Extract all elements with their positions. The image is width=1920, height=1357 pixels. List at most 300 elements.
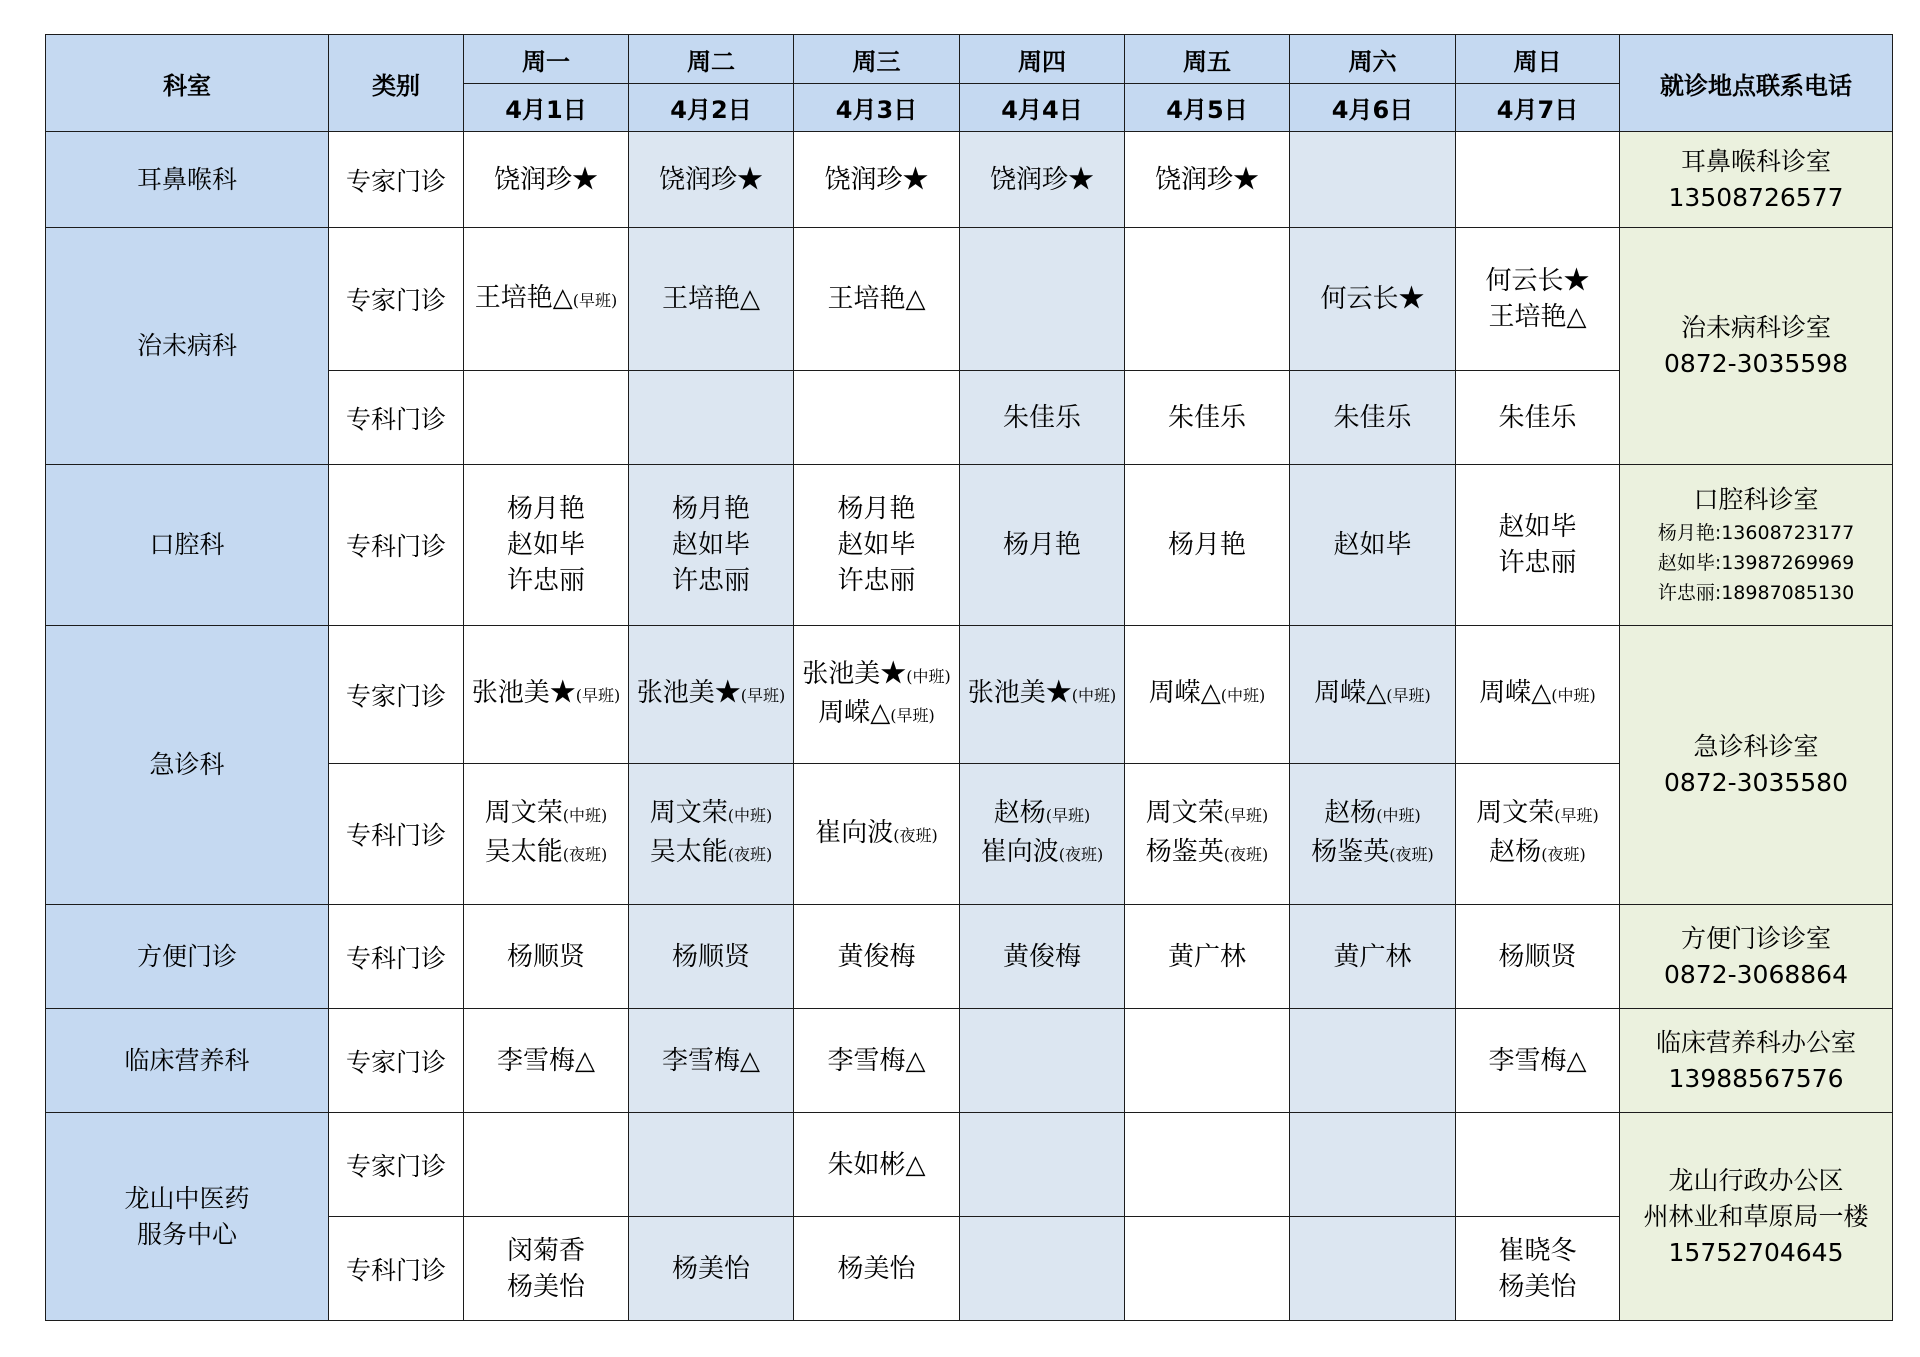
shift-note: (中班) bbox=[1071, 686, 1117, 705]
doctor-name: 周文荣 bbox=[1145, 798, 1224, 828]
schedule-cell bbox=[794, 905, 960, 1009]
doctor-name: 赵如毕 bbox=[671, 530, 750, 560]
doctor-entry bbox=[1456, 834, 1619, 873]
schedule-cell bbox=[1456, 371, 1620, 465]
contact-line: 0872-3068864 bbox=[1664, 959, 1848, 989]
shift-note: (早班) bbox=[1386, 686, 1431, 705]
doctor-entry bbox=[1290, 281, 1455, 317]
schedule-cell bbox=[1290, 1217, 1456, 1321]
contact-line: 急诊科诊室 bbox=[1693, 732, 1819, 761]
doctor-name: 王培艳△ bbox=[474, 282, 573, 313]
shift-note: (早班) bbox=[740, 686, 786, 705]
doctor-name: 张池美★ bbox=[967, 678, 1072, 708]
department-name: 服务中心 bbox=[136, 1219, 237, 1249]
header-date: 4月7日 bbox=[1456, 84, 1620, 132]
doctor-name: 张池美★ bbox=[802, 658, 907, 689]
category-cell: 专科门诊 bbox=[329, 1217, 464, 1321]
doctor-entry bbox=[1456, 1233, 1619, 1269]
schedule-cell bbox=[1456, 905, 1620, 1009]
doctor-entry bbox=[794, 162, 959, 198]
doctor-name: 杨顺贤 bbox=[671, 941, 750, 972]
schedule-cell bbox=[794, 371, 960, 465]
doctor-entry bbox=[1456, 263, 1619, 299]
doctor-name: 朱佳乐 bbox=[1498, 402, 1577, 433]
department-cell bbox=[46, 905, 329, 1009]
doctor-entry bbox=[629, 1043, 793, 1079]
schedule-cell bbox=[464, 1217, 629, 1321]
schedule-cell bbox=[794, 132, 960, 228]
category-cell: 专科门诊 bbox=[329, 465, 464, 626]
doctor-name: 饶润珍★ bbox=[493, 164, 598, 195]
header-date: 4月1日 bbox=[464, 84, 629, 132]
contact-line: 龙山行政办公区 bbox=[1668, 1165, 1844, 1195]
doctor-entry bbox=[629, 281, 793, 317]
schedule-cell bbox=[629, 228, 794, 371]
doctor-entry bbox=[629, 795, 793, 834]
doctor-name: 杨顺贤 bbox=[1498, 941, 1577, 972]
doctor-name: 李雪梅△ bbox=[662, 1045, 760, 1076]
doctor-entry bbox=[960, 527, 1124, 563]
doctor-entry bbox=[1456, 545, 1619, 581]
schedule-cell bbox=[960, 1113, 1125, 1217]
schedule-cell bbox=[1125, 1009, 1290, 1113]
doctor-entry bbox=[464, 795, 628, 834]
header-weekday: 周六 bbox=[1290, 35, 1456, 84]
schedule-cell bbox=[1125, 132, 1290, 228]
doctor-name: 李雪梅△ bbox=[827, 1045, 926, 1076]
category-cell: 专科门诊 bbox=[329, 371, 464, 465]
schedule-cell bbox=[1125, 371, 1290, 465]
header-weekday: 周三 bbox=[794, 35, 960, 84]
schedule-cell bbox=[794, 1217, 960, 1321]
contact-cell bbox=[1620, 465, 1893, 626]
doctor-entry bbox=[1125, 527, 1289, 563]
doctor-entry bbox=[629, 162, 793, 198]
schedule-cell bbox=[794, 626, 960, 764]
shift-note: (夜班) bbox=[1541, 845, 1586, 864]
doctor-entry bbox=[464, 491, 628, 527]
shift-note: (夜班) bbox=[562, 845, 608, 864]
doctor-name: 许忠丽 bbox=[1498, 548, 1577, 578]
schedule-cell bbox=[960, 905, 1125, 1009]
schedule-cell bbox=[1125, 228, 1290, 371]
schedule-row bbox=[46, 1009, 1893, 1113]
doctor-name: 吴太能 bbox=[484, 837, 563, 867]
doctor-entry bbox=[960, 939, 1124, 975]
doctor-entry bbox=[629, 527, 793, 563]
doctor-name: 赵如毕 bbox=[506, 530, 585, 560]
doctor-entry bbox=[464, 1233, 628, 1269]
department-name: 临床营养科 bbox=[124, 1045, 250, 1075]
schedule-cell bbox=[464, 228, 629, 371]
doctor-name: 赵杨 bbox=[1324, 798, 1377, 828]
schedule-cell bbox=[1456, 228, 1620, 371]
doctor-name: 黄俊梅 bbox=[1002, 941, 1081, 972]
doctor-entry bbox=[960, 400, 1124, 436]
doctor-entry bbox=[794, 695, 959, 734]
doctor-name: 李雪梅△ bbox=[497, 1045, 595, 1076]
doctor-entry bbox=[794, 491, 959, 527]
doctor-name: 杨美怡 bbox=[837, 1253, 916, 1284]
schedule-cell bbox=[960, 1217, 1125, 1321]
schedule-cell bbox=[629, 465, 794, 626]
schedule-cell bbox=[629, 1113, 794, 1217]
department-name: 口腔科 bbox=[149, 530, 225, 559]
doctor-entry bbox=[960, 795, 1124, 834]
doctor-name: 王培艳△ bbox=[827, 284, 926, 314]
doctor-name: 赵如毕 bbox=[837, 530, 916, 560]
department-cell bbox=[46, 1113, 329, 1321]
doctor-entry bbox=[1290, 795, 1455, 834]
shift-note: (早班) bbox=[1045, 806, 1091, 825]
doctor-entry bbox=[1456, 509, 1619, 545]
shift-note: (早班) bbox=[572, 290, 618, 310]
schedule-cell bbox=[464, 626, 629, 764]
doctor-name: 何云长★ bbox=[1485, 266, 1590, 296]
contact-cell bbox=[1620, 1113, 1893, 1321]
header-category: 类别 bbox=[329, 35, 464, 132]
doctor-name: 张池美★ bbox=[636, 678, 741, 708]
contact-line: 0872-3035580 bbox=[1664, 768, 1848, 797]
doctor-entry bbox=[464, 563, 628, 599]
schedule-cell bbox=[464, 1113, 629, 1217]
doctor-name: 朱佳乐 bbox=[1333, 402, 1412, 433]
schedule-cell bbox=[1290, 132, 1456, 228]
doctor-entry bbox=[1290, 675, 1455, 714]
schedule-cell bbox=[960, 764, 1125, 905]
schedule-cell bbox=[1290, 465, 1456, 626]
doctor-entry bbox=[464, 280, 628, 319]
doctor-name: 李雪梅△ bbox=[1488, 1045, 1587, 1076]
schedule-row bbox=[46, 228, 1893, 371]
schedule-row bbox=[46, 905, 1893, 1009]
schedule-cell bbox=[794, 1113, 960, 1217]
header-weekday: 周四 bbox=[960, 35, 1125, 84]
schedule-cell bbox=[1456, 1217, 1620, 1321]
department-cell bbox=[46, 465, 329, 626]
doctor-entry bbox=[794, 281, 959, 317]
contact-staff-phone: 许忠丽:18987085130 bbox=[1657, 582, 1855, 604]
doctor-name: 杨月艳 bbox=[837, 494, 916, 524]
doctor-name: 周嵘△ bbox=[1148, 678, 1221, 708]
department-name: 治未病科 bbox=[136, 331, 237, 360]
doctor-name: 周文荣 bbox=[1476, 798, 1555, 828]
header-row-weekdays bbox=[46, 35, 1893, 84]
header-weekday: 周五 bbox=[1125, 35, 1290, 84]
doctor-name: 赵杨 bbox=[993, 798, 1046, 828]
doctor-name: 饶润珍★ bbox=[989, 164, 1094, 195]
schedule-cell bbox=[1456, 132, 1620, 228]
schedule-cell bbox=[1290, 626, 1456, 764]
doctor-entry bbox=[1456, 675, 1619, 714]
doctor-entry bbox=[1125, 675, 1289, 714]
doctor-name: 朱佳乐 bbox=[1002, 402, 1081, 433]
contact-line: 口腔科诊室 bbox=[1693, 485, 1819, 514]
doctor-entry bbox=[1456, 1043, 1619, 1079]
doctor-entry bbox=[464, 527, 628, 563]
doctor-name: 黄俊梅 bbox=[837, 941, 916, 972]
doctor-name: 黄广林 bbox=[1333, 941, 1412, 972]
doctor-entry bbox=[464, 1043, 628, 1079]
schedule-cell bbox=[629, 1217, 794, 1321]
doctor-name: 杨顺贤 bbox=[506, 941, 585, 972]
contact-staff-phone: 杨月艳:13608723177 bbox=[1657, 522, 1855, 544]
schedule-cell bbox=[629, 132, 794, 228]
schedule-cell bbox=[1125, 1113, 1290, 1217]
shift-note: (夜班) bbox=[893, 825, 938, 845]
doctor-name: 许忠丽 bbox=[506, 566, 585, 596]
schedule-cell bbox=[1456, 465, 1620, 626]
schedule-cell bbox=[464, 465, 629, 626]
schedule-cell bbox=[960, 465, 1125, 626]
shift-note: (夜班) bbox=[727, 845, 773, 864]
doctor-name: 朱如彬△ bbox=[827, 1149, 926, 1180]
doctor-entry bbox=[629, 939, 793, 975]
doctor-entry bbox=[629, 675, 793, 714]
doctor-entry bbox=[1456, 795, 1619, 834]
doctor-name: 王培艳△ bbox=[1488, 302, 1587, 332]
schedule-cell bbox=[960, 626, 1125, 764]
doctor-entry bbox=[629, 491, 793, 527]
doctor-entry bbox=[464, 1269, 628, 1305]
doctor-name: 吴太能 bbox=[649, 837, 728, 867]
header-weekday: 周一 bbox=[464, 35, 629, 84]
department-name: 方便门诊 bbox=[136, 941, 237, 971]
doctor-name: 饶润珍★ bbox=[1154, 164, 1259, 195]
doctor-entry bbox=[464, 162, 628, 198]
doctor-entry bbox=[1456, 1269, 1619, 1305]
doctor-name: 杨美怡 bbox=[506, 1271, 585, 1302]
doctor-name: 赵如毕 bbox=[1498, 512, 1577, 542]
shift-note: (中班) bbox=[906, 666, 951, 686]
shift-note: (早班) bbox=[890, 705, 935, 725]
contact-cell bbox=[1620, 905, 1893, 1009]
doctor-entry bbox=[464, 834, 628, 873]
header-weekday: 周二 bbox=[629, 35, 794, 84]
doctor-entry bbox=[1290, 400, 1455, 436]
schedule-cell bbox=[629, 1009, 794, 1113]
doctor-name: 饶润珍★ bbox=[824, 164, 929, 195]
doctor-entry bbox=[1456, 299, 1619, 335]
schedule-cell bbox=[1125, 465, 1290, 626]
category-cell: 专家门诊 bbox=[329, 228, 464, 371]
doctor-entry bbox=[794, 563, 959, 599]
schedule-cell bbox=[1290, 1009, 1456, 1113]
schedule-cell bbox=[629, 764, 794, 905]
doctor-entry bbox=[1125, 795, 1289, 834]
contact-line: 13508726577 bbox=[1668, 182, 1844, 212]
schedule-row bbox=[46, 626, 1893, 764]
doctor-name: 杨月艳 bbox=[1167, 530, 1246, 560]
schedule-cell bbox=[1290, 764, 1456, 905]
doctor-entry bbox=[794, 1043, 959, 1079]
schedule-cell bbox=[464, 132, 629, 228]
shift-note: (中班) bbox=[727, 806, 773, 825]
schedule-cell bbox=[464, 1009, 629, 1113]
doctor-entry bbox=[794, 527, 959, 563]
schedule-cell bbox=[629, 371, 794, 465]
doctor-name: 崔向波 bbox=[815, 817, 894, 848]
schedule-cell bbox=[1125, 905, 1290, 1009]
doctor-entry bbox=[1290, 834, 1455, 873]
contact-cell bbox=[1620, 132, 1893, 228]
header-date: 4月2日 bbox=[629, 84, 794, 132]
doctor-entry bbox=[1456, 400, 1619, 436]
doctor-entry bbox=[794, 1147, 959, 1183]
contact-line: 0872-3035598 bbox=[1664, 349, 1848, 378]
doctor-entry bbox=[794, 939, 959, 975]
doctor-name: 赵杨 bbox=[1489, 837, 1542, 867]
doctor-entry bbox=[794, 815, 959, 854]
category-cell: 专科门诊 bbox=[329, 764, 464, 905]
doctor-entry bbox=[960, 834, 1124, 873]
schedule-cell bbox=[1125, 1217, 1290, 1321]
schedule-row bbox=[46, 132, 1893, 228]
shift-note: (中班) bbox=[562, 806, 608, 825]
contact-line: 临床营养科办公室 bbox=[1655, 1027, 1856, 1057]
category-cell: 专家门诊 bbox=[329, 1009, 464, 1113]
schedule-cell bbox=[464, 905, 629, 1009]
shift-note: (早班) bbox=[1554, 806, 1599, 825]
doctor-entry bbox=[1125, 162, 1289, 198]
schedule-cell bbox=[960, 228, 1125, 371]
department-name: 急诊科 bbox=[149, 750, 225, 779]
category-cell: 专家门诊 bbox=[329, 626, 464, 764]
doctor-name: 杨美怡 bbox=[1498, 1271, 1577, 1302]
doctor-name: 张池美★ bbox=[471, 678, 576, 708]
doctor-entry bbox=[1125, 834, 1289, 873]
schedule-cell bbox=[1290, 905, 1456, 1009]
doctor-name: 饶润珍★ bbox=[658, 164, 763, 195]
category-cell: 专家门诊 bbox=[329, 132, 464, 228]
schedule-cell bbox=[1125, 626, 1290, 764]
doctor-name: 许忠丽 bbox=[837, 566, 916, 596]
header-date: 4月5日 bbox=[1125, 84, 1290, 132]
doctor-entry bbox=[794, 1251, 959, 1287]
header-contact: 就诊地点联系电话 bbox=[1620, 35, 1893, 132]
doctor-name: 周文荣 bbox=[484, 798, 563, 828]
doctor-name: 王培艳△ bbox=[662, 284, 760, 314]
schedule-cell bbox=[629, 626, 794, 764]
doctor-entry bbox=[629, 1251, 793, 1287]
department-cell bbox=[46, 1009, 329, 1113]
department-name: 龙山中医药 bbox=[124, 1183, 250, 1213]
doctor-name: 朱佳乐 bbox=[1167, 402, 1246, 433]
doctor-entry bbox=[464, 939, 628, 975]
doctor-entry bbox=[1125, 939, 1289, 975]
doctor-name: 赵如毕 bbox=[1333, 530, 1412, 560]
contact-line: 方便门诊诊室 bbox=[1680, 923, 1831, 953]
schedule-cell bbox=[1125, 764, 1290, 905]
doctor-name: 崔向波 bbox=[980, 837, 1059, 867]
schedule-cell bbox=[1456, 764, 1620, 905]
shift-note: (夜班) bbox=[1389, 845, 1434, 864]
header-weekday: 周日 bbox=[1456, 35, 1620, 84]
shift-note: (夜班) bbox=[1058, 845, 1104, 864]
schedule-table bbox=[45, 34, 1893, 1321]
doctor-name: 黄广林 bbox=[1167, 941, 1246, 972]
department-name: 耳鼻喉科 bbox=[136, 164, 237, 194]
schedule-cell bbox=[960, 1009, 1125, 1113]
contact-line: 15752704645 bbox=[1668, 1237, 1844, 1267]
doctor-name: 杨美怡 bbox=[671, 1253, 750, 1284]
doctor-name: 杨月艳 bbox=[671, 494, 750, 524]
schedule-cell bbox=[1290, 1113, 1456, 1217]
header-department: 科室 bbox=[46, 35, 329, 132]
doctor-name: 周文荣 bbox=[649, 798, 728, 828]
doctor-entry bbox=[1456, 939, 1619, 975]
shift-note: (中班) bbox=[1220, 686, 1266, 705]
doctor-entry bbox=[1125, 400, 1289, 436]
schedule-cell bbox=[1456, 1113, 1620, 1217]
schedule-cell bbox=[1456, 626, 1620, 764]
doctor-entry bbox=[1290, 527, 1455, 563]
category-cell: 专科门诊 bbox=[329, 905, 464, 1009]
schedule-cell bbox=[960, 132, 1125, 228]
contact-line: 州林业和草原局一楼 bbox=[1643, 1201, 1869, 1231]
schedule-row bbox=[46, 465, 1893, 626]
doctor-entry bbox=[629, 563, 793, 599]
schedule-cell bbox=[1290, 371, 1456, 465]
header-date: 4月3日 bbox=[794, 84, 960, 132]
header-date: 4月6日 bbox=[1290, 84, 1456, 132]
contact-cell bbox=[1620, 1009, 1893, 1113]
schedule-cell bbox=[794, 228, 960, 371]
shift-note: (早班) bbox=[575, 686, 621, 705]
doctor-name: 崔晓冬 bbox=[1498, 1235, 1577, 1266]
shift-note: (中班) bbox=[1376, 806, 1421, 825]
schedule-cell bbox=[794, 1009, 960, 1113]
doctor-entry bbox=[629, 834, 793, 873]
doctor-name: 周嵘△ bbox=[1479, 678, 1552, 708]
doctor-name: 杨鉴英 bbox=[1145, 837, 1224, 867]
schedule-cell bbox=[464, 764, 629, 905]
doctor-name: 许忠丽 bbox=[671, 566, 750, 596]
schedule-header bbox=[46, 35, 1893, 132]
schedule-cell bbox=[464, 371, 629, 465]
doctor-name: 闵菊香 bbox=[506, 1235, 585, 1266]
doctor-entry bbox=[960, 162, 1124, 198]
header-date: 4月4日 bbox=[960, 84, 1125, 132]
schedule-body bbox=[46, 132, 1893, 1321]
doctor-name: 周嵘△ bbox=[1314, 678, 1387, 708]
contact-line: 耳鼻喉科诊室 bbox=[1680, 146, 1831, 176]
contact-staff-phone: 赵如毕:13987269969 bbox=[1657, 552, 1855, 574]
shift-note: (早班) bbox=[1223, 806, 1269, 825]
shift-note: (夜班) bbox=[1223, 845, 1269, 864]
doctor-name: 杨月艳 bbox=[506, 494, 585, 524]
contact-cell bbox=[1620, 626, 1893, 905]
category-cell: 专家门诊 bbox=[329, 1113, 464, 1217]
doctor-name: 何云长★ bbox=[1320, 284, 1425, 314]
doctor-entry bbox=[960, 675, 1124, 714]
schedule-cell bbox=[1290, 228, 1456, 371]
schedule-row bbox=[46, 1113, 1893, 1217]
doctor-name: 杨鉴英 bbox=[1311, 837, 1390, 867]
department-cell bbox=[46, 132, 329, 228]
contact-line: 治未病科诊室 bbox=[1680, 313, 1831, 342]
schedule-cell bbox=[629, 905, 794, 1009]
department-cell bbox=[46, 228, 329, 465]
department-cell bbox=[46, 626, 329, 905]
shift-note: (中班) bbox=[1551, 686, 1596, 705]
doctor-entry bbox=[1290, 939, 1455, 975]
doctor-name: 周嵘△ bbox=[818, 697, 891, 728]
contact-line: 13988567576 bbox=[1668, 1063, 1844, 1093]
doctor-entry bbox=[794, 656, 959, 695]
schedule-cell bbox=[960, 371, 1125, 465]
schedule-cell bbox=[794, 764, 960, 905]
